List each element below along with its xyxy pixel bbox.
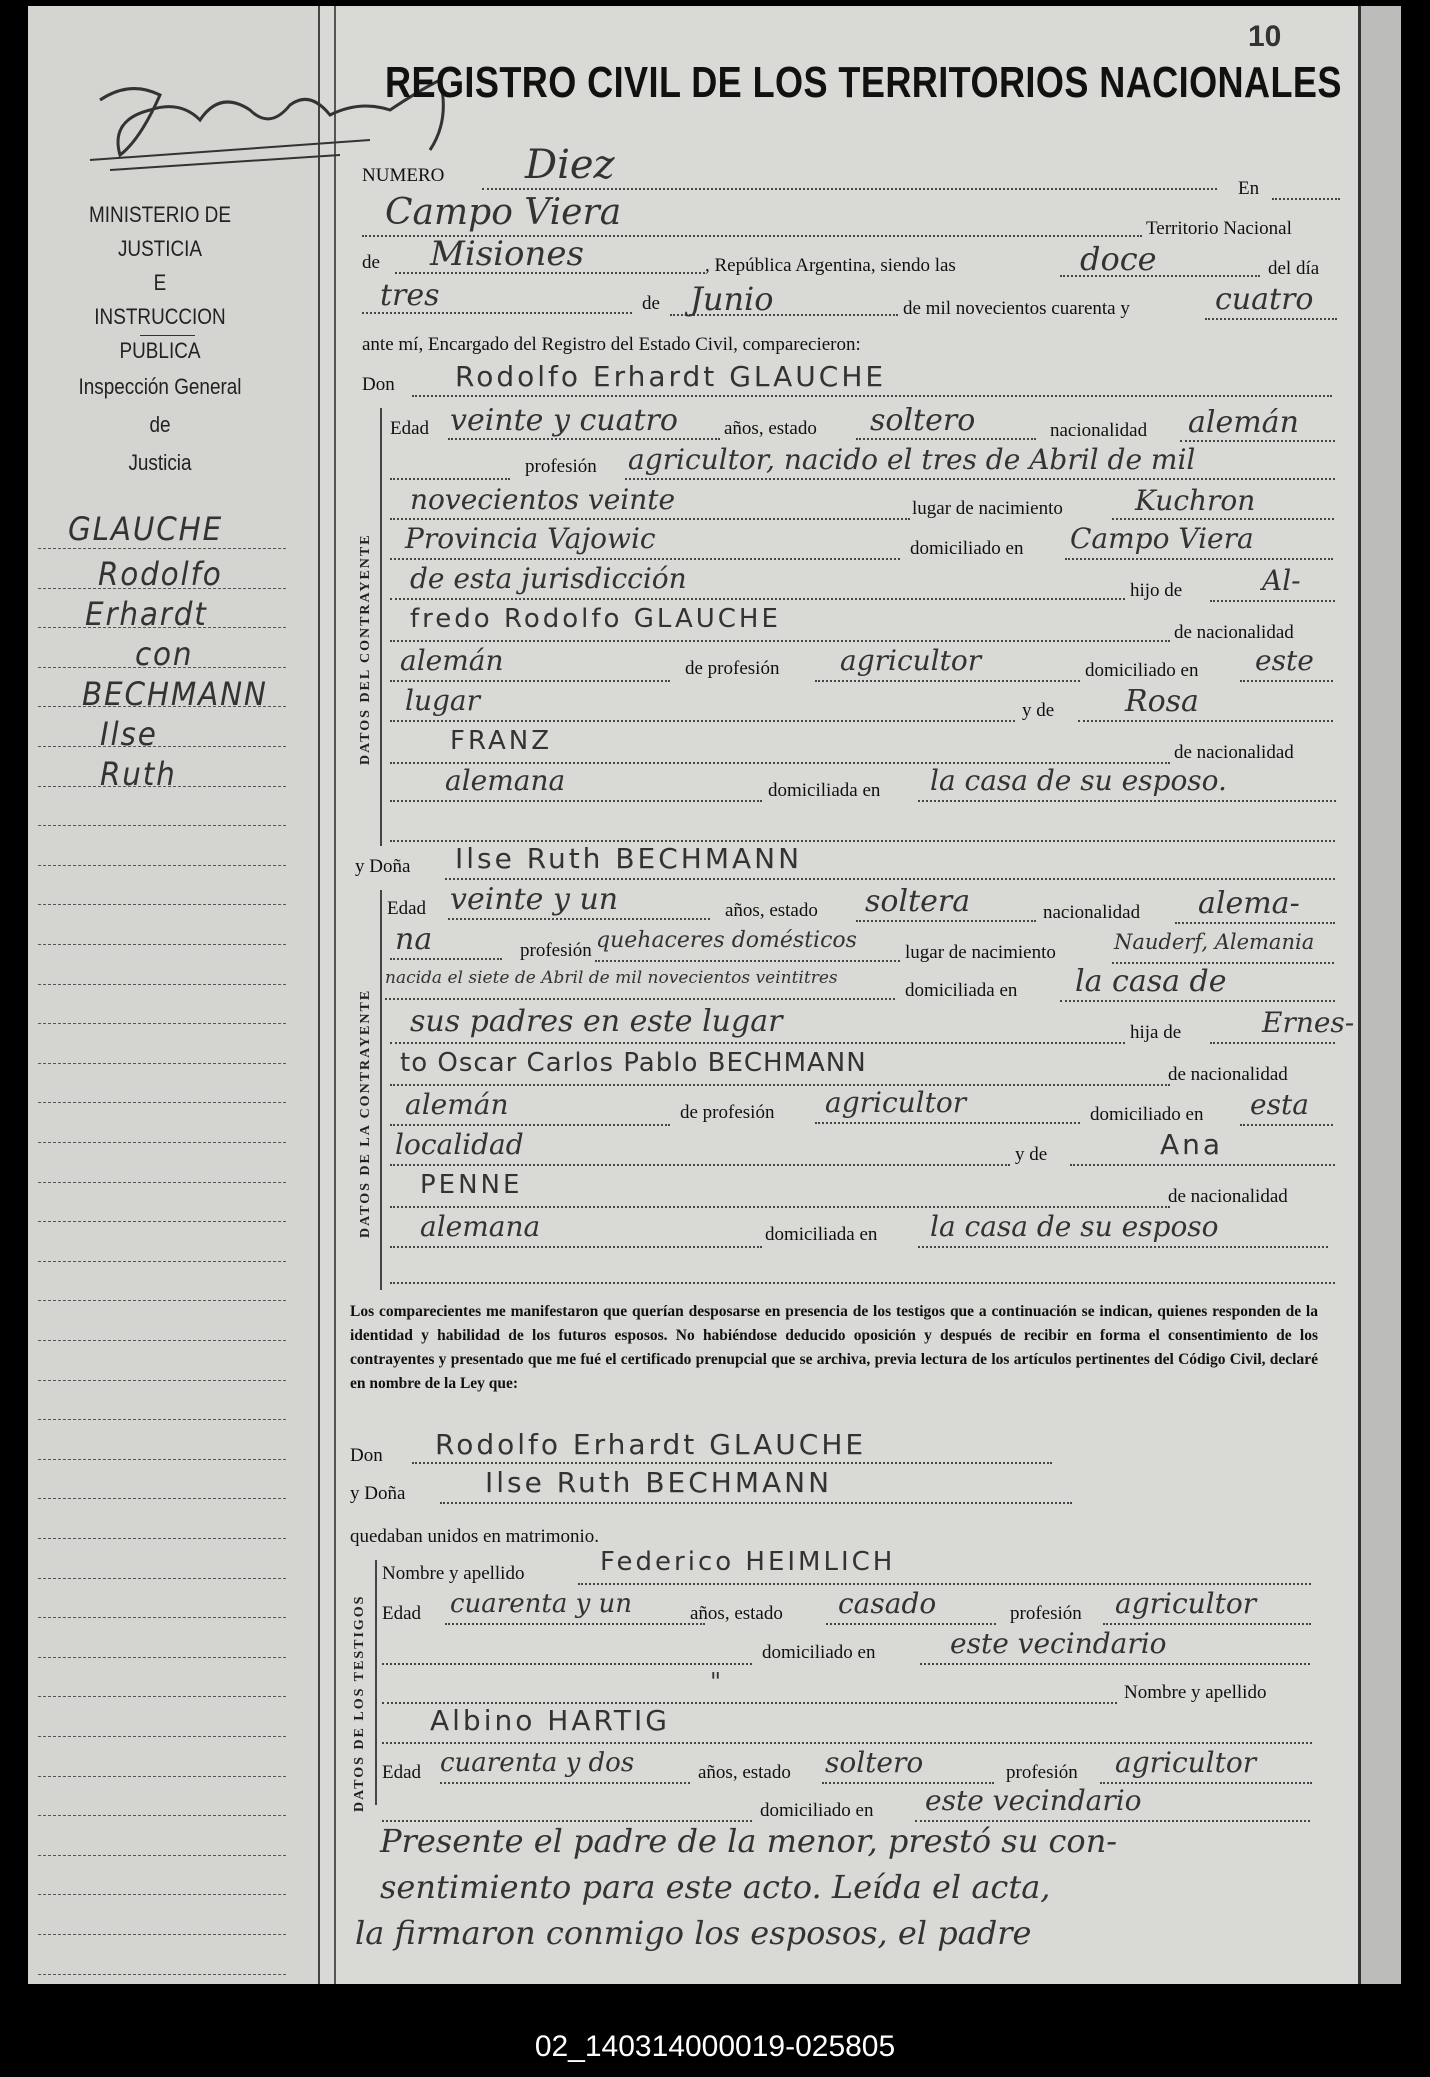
groom-father-b: fredo Rodolfo GLAUCHE [410, 604, 781, 634]
don-label: Don [362, 374, 395, 395]
lugar-label: lugar de nacimiento [905, 942, 1056, 963]
groom-age: veinte y cuatro [450, 403, 678, 438]
dotted-line [918, 1246, 1328, 1248]
bride-father-nationality: alemán [405, 1088, 509, 1121]
domiciliada-label: domiciliada en [768, 780, 881, 801]
union-don-label: Don [350, 1445, 383, 1466]
lugar-label: lugar de nacimiento [912, 498, 1063, 519]
page-edge [1358, 6, 1401, 1984]
inspeccion-line-3: Justicia [128, 450, 192, 475]
anos-estado-label: años, estado [698, 1762, 791, 1783]
inspeccion-line-1: Inspección General [78, 374, 242, 399]
y-de-label: y de [1015, 1144, 1048, 1165]
domiciliado-label: domiciliado en [1085, 660, 1199, 681]
dotted-line [390, 1164, 1010, 1166]
ministry-line-2: E [153, 270, 167, 295]
groom-father-a: Al- [1262, 564, 1301, 597]
groom-father-address-a: este [1255, 644, 1314, 677]
edad-label: Edad [382, 1603, 422, 1624]
margin-ruled-line [38, 1419, 286, 1420]
republica-label: , República Argentina, siendo las [705, 255, 956, 276]
dotted-line [445, 1623, 705, 1625]
domiciliado-label: domiciliado en [760, 1800, 874, 1821]
closing-line-2: sentimiento para este acto. Leída el acta, [380, 1868, 1051, 1906]
bride-mother-b: PENNE [420, 1170, 523, 1200]
margin-ruled-line [38, 1142, 286, 1143]
margin-ruled-line [38, 548, 286, 549]
dotted-line [1240, 1124, 1333, 1126]
dotted-line [385, 998, 895, 1000]
nombre-label: Nombre y apellido [1124, 1682, 1267, 1703]
margin-name-line: Ilse [100, 715, 158, 753]
domiciliada-label: domiciliada en [765, 1224, 878, 1245]
margin-name-line: Ruth [100, 755, 177, 793]
ante-label: ante mí, Encargado del Registro del Estado Civil, comparecieron: [362, 334, 861, 355]
dotted-line [1103, 1623, 1311, 1625]
hour-value: doce [1080, 240, 1157, 278]
month-value: Junio [690, 280, 774, 318]
profesion-label: profesión [525, 456, 597, 477]
margin-ruled-line [38, 1578, 286, 1579]
bride-father-a: Ernes- [1262, 1006, 1355, 1039]
dotted-line [390, 680, 670, 682]
groom-status: soltero [870, 403, 976, 438]
bride-address-a: la casa de [1075, 964, 1227, 999]
groom-nationality: alemán [1188, 405, 1299, 440]
dotted-line [390, 958, 502, 960]
page-number: 10 [1248, 20, 1282, 53]
divider [140, 335, 195, 336]
dotted-line [625, 478, 1335, 480]
bride-profession: quehaceres domésticos [596, 928, 857, 953]
ministry-heading [57, 198, 263, 368]
place-value: Campo Viera [385, 192, 622, 233]
dotted-line [1272, 198, 1340, 200]
witness-2-profession: agricultor [1115, 1746, 1257, 1779]
numero-label: NUMERO [362, 165, 445, 186]
de-nacionalidad-label: de nacionalidad [1174, 742, 1294, 763]
margin-ruled-line [38, 1736, 286, 1737]
dotted-line [1070, 1164, 1335, 1166]
dotted-line [390, 518, 910, 520]
groom-mother-nationality: alemana [445, 764, 566, 797]
dotted-line [390, 1042, 1125, 1044]
bride-birthplace: Nauderf, Alemania [1114, 930, 1315, 954]
dotted-line [448, 438, 720, 440]
dotted-line [1175, 922, 1335, 924]
dotted-line [1065, 558, 1333, 560]
bride-father-address-a: esta [1250, 1088, 1309, 1121]
dotted-line [1060, 1000, 1335, 1002]
dotted-line [390, 1084, 1170, 1086]
ministry-line-1: MINISTERIO DE JUSTICIA [89, 202, 231, 261]
dotted-line [390, 720, 1015, 722]
margin-ruled-line [38, 1498, 286, 1499]
dona-label: y Doña [355, 856, 411, 877]
anos-estado-label: años, estado [725, 900, 818, 921]
anos-estado-label: años, estado [690, 1603, 783, 1624]
en-label: En [1238, 178, 1260, 199]
dotted-line [390, 558, 900, 560]
dotted-line [920, 1663, 1310, 1665]
witness-section-label: DATOS DE LOS TESTIGOS [352, 1594, 367, 1812]
closing-line-3: la firmaron conmigo los esposos, el padre [355, 1914, 1032, 1952]
dotted-line [412, 1462, 1052, 1464]
nacionalidad-label: nacionalidad [1050, 420, 1148, 441]
dotted-line [440, 1502, 1072, 1504]
groom-father-nationality: alemán [400, 644, 504, 677]
dotted-line [1205, 318, 1337, 320]
margin-ruled-line [38, 1855, 286, 1856]
dotted-line [390, 800, 762, 802]
margin-ruled-line [38, 1934, 286, 1935]
declaration-paragraph: Los comparecientes me manifestaron que querían desposarse en presencia de los testigos que a continuación se indican, quienes responden de la identidad y habilidad de los futuros esposos. No habiéndose deducido oposición y después de recibir en forma el consentimiento de los contrayentes y presentado que me fué el certificado prenupcial que se archiva, previa lectura de los artículos pertinentes del Código Civil, declaré en nombre de la Ley que: [350, 1303, 1318, 1392]
domiciliado-label: domiciliado en [910, 538, 1024, 559]
groom-profession-cont: novecientos veinte [410, 483, 676, 516]
dotted-line [815, 1122, 1080, 1124]
dotted-line [390, 598, 1125, 600]
section-bracket [380, 408, 382, 846]
margin-ruled-line [38, 1221, 286, 1222]
dotted-line [578, 1583, 1311, 1585]
dotted-line [390, 1206, 1170, 1208]
witness-1-profession: agricultor [1115, 1587, 1257, 1620]
bride-mother-a: Ana [1160, 1128, 1224, 1161]
dotted-line [1210, 600, 1335, 602]
witness-2-name: Albino HARTIG [430, 1704, 670, 1737]
margin-ruled-line [38, 1696, 286, 1697]
bride-father-profession: agricultor [825, 1086, 967, 1119]
ministry-line-3: INSTRUCCION PUBLICA [94, 304, 226, 363]
groom-name: Rodolfo Erhardt GLAUCHE [455, 360, 887, 393]
section-bracket [380, 890, 382, 1290]
groom-section-label: DATOS DEL CONTRAYENTE [358, 533, 373, 765]
numero-value: Diez [525, 142, 615, 188]
margin-ruled-line [38, 1063, 286, 1064]
margin-name-line: Rodolfo [98, 555, 223, 593]
margin-name-line: con [135, 635, 194, 673]
dotted-line [412, 395, 1332, 397]
margin-ruled-line [38, 1340, 286, 1341]
margin-ruled-line [38, 1380, 286, 1381]
bride-nationality-a: alema- [1198, 886, 1300, 921]
bride-father-address-b: localidad [395, 1128, 524, 1161]
dotted-line [390, 640, 1170, 642]
margin-ruled-line [38, 1023, 286, 1024]
edad-label: Edad [390, 418, 430, 439]
domiciliada-label: domiciliada en [905, 980, 1018, 1001]
margin-ruled-line [38, 746, 286, 747]
bride-address-b: sus padres en este lugar [410, 1004, 783, 1039]
de-label: de [362, 252, 380, 273]
hijo-label: hijo de [1130, 580, 1183, 601]
de-profesion-label: de profesión [680, 1102, 775, 1123]
dotted-line [440, 1782, 690, 1784]
margin-ruled-line [38, 1102, 286, 1103]
bride-section-label: DATOS DE LA CONTRAYENTE [358, 988, 373, 1238]
domiciliado-label: domiciliado en [1090, 1104, 1204, 1125]
inspeccion-line-2: de [149, 412, 171, 437]
groom-birthplace-cont: Provincia Vajowic [405, 522, 656, 555]
witness-1-address: este vecindario [950, 1627, 1167, 1660]
margin-rule [334, 6, 336, 1984]
groom-mother-address: la casa de su esposo. [930, 764, 1227, 797]
dotted-line [1240, 680, 1333, 682]
dotted-line [382, 1663, 752, 1665]
year-value: cuatro [1215, 282, 1314, 317]
dotted-line [382, 1742, 1312, 1744]
dotted-line [595, 960, 900, 962]
quedaban-label: quedaban unidos en matrimonio. [350, 1526, 600, 1547]
bride-name: Ilse Ruth BECHMANN [455, 842, 803, 875]
witness-1-name: Federico HEIMLICH [600, 1547, 896, 1577]
margin-ruled-line [38, 1815, 286, 1816]
union-bride: Ilse Ruth BECHMANN [485, 1466, 833, 1499]
dotted-line [1078, 720, 1333, 722]
bride-status: soltera [865, 884, 971, 919]
margin-ruled-line [38, 825, 286, 826]
groom-father-profession: agricultor [840, 644, 982, 677]
territory-value: Misiones [430, 234, 584, 274]
de-nacionalidad-label: de nacionalidad [1168, 1186, 1288, 1207]
dotted-line [856, 438, 1036, 440]
dotted-line [390, 478, 510, 480]
groom-address-cont: de esta jurisdicción [410, 562, 687, 595]
page-title: REGISTRO CIVIL DE LOS TERRITORIOS NACIONALES [385, 58, 1342, 107]
margin-ruled-line [38, 1182, 286, 1183]
nombre-label: Nombre y apellido [382, 1563, 525, 1584]
margin-ruled-line [38, 1974, 286, 1975]
day-value: tres [380, 278, 440, 313]
margin-ruled-line [38, 865, 286, 866]
de-nacionalidad-label: de nacionalidad [1174, 622, 1294, 643]
margin-ruled-line [38, 904, 286, 905]
domiciliado-label: domiciliado en [762, 1642, 876, 1663]
dotted-line [390, 1282, 1335, 1284]
ditto-mark: " [710, 1668, 722, 1696]
margin-ruled-line [38, 1300, 286, 1301]
margin-name-line: GLAUCHE [68, 510, 224, 548]
dotted-line [445, 878, 1335, 880]
year-label: de mil novecientos cuarenta y [903, 298, 1130, 319]
margin-ruled-line [38, 1459, 286, 1460]
dotted-line [482, 188, 1217, 190]
margin-ruled-line [38, 1776, 286, 1777]
bride-father-b: to Oscar Carlos Pablo BECHMANN [400, 1048, 867, 1078]
dotted-line [390, 1246, 762, 1248]
margin-ruled-line [38, 984, 286, 985]
profesion-label: profesión [520, 940, 592, 961]
bride-age: veinte y un [450, 882, 619, 917]
section-bracket [375, 1560, 377, 1805]
margin-ruled-line [38, 1538, 286, 1539]
territorio-label: Territorio Nacional [1146, 218, 1292, 239]
margin-ruled-line [38, 1894, 286, 1895]
witness-profesion-label: profesión [1006, 1762, 1078, 1783]
margin-name-line: Erhardt [85, 595, 208, 633]
groom-father-address-b: lugar [405, 684, 480, 717]
dotted-line [1210, 1042, 1335, 1044]
dotted-line [826, 1623, 996, 1625]
witness-1-status: casado [838, 1587, 937, 1620]
margin-ruled-line [38, 1657, 286, 1658]
witness-2-address: este vecindario [925, 1784, 1142, 1817]
hija-label: hija de [1130, 1022, 1182, 1043]
witness-profesion-label: profesión [1010, 1603, 1082, 1624]
groom-profession: agricultor, nacido el tres de Abril de mil [628, 443, 1196, 476]
nacionalidad-label: nacionalidad [1043, 902, 1141, 923]
groom-mother-a: Rosa [1125, 684, 1199, 719]
dotted-line [856, 920, 1036, 922]
edad-label: Edad [387, 898, 427, 919]
inspeccion-heading [57, 368, 263, 482]
witness-2-status: soltero [825, 1746, 924, 1779]
margin-ruled-line [38, 944, 286, 945]
edad-label: Edad [382, 1762, 422, 1783]
dotted-line [390, 1124, 670, 1126]
witness-1-age: cuarenta y un [450, 1589, 633, 1619]
union-groom: Rodolfo Erhardt GLAUCHE [435, 1428, 867, 1461]
union-dona-label: y Doña [350, 1483, 406, 1504]
margin-ruled-line [38, 1261, 286, 1262]
dotted-line [1112, 518, 1334, 520]
groom-birthplace: Kuchron [1135, 484, 1256, 517]
dotted-line [918, 800, 1336, 802]
margin-ruled-line [38, 1617, 286, 1618]
de2-label: de [642, 293, 660, 314]
witness-2-age: cuarenta y dos [440, 1748, 635, 1778]
anos-estado-label: años, estado [724, 418, 817, 439]
closing-line-1: Presente el padre de la menor, prestó su con- [380, 1822, 1118, 1860]
bride-nationality-b: na [395, 922, 433, 957]
bride-birthdate: nacida el siete de Abril de mil novecientos veintitres [385, 968, 838, 988]
groom-address: Campo Viera [1070, 522, 1254, 555]
del-dia-label: del día [1268, 258, 1320, 279]
de-nacionalidad-label: de nacionalidad [1168, 1064, 1288, 1085]
groom-mother-b: FRANZ [450, 726, 553, 756]
document-id: 02_140314000019-025805 [534, 2030, 896, 2063]
dotted-line [815, 680, 1080, 682]
y-de-label: y de [1022, 700, 1055, 721]
dotted-line [1180, 440, 1335, 442]
de-profesion-label: de profesión [685, 658, 780, 679]
margin-name-line: BECHMANN [82, 675, 268, 713]
bride-mother-address: la casa de su esposo [930, 1210, 1219, 1243]
bride-mother-nationality: alemana [420, 1210, 541, 1243]
dotted-line [448, 918, 710, 920]
